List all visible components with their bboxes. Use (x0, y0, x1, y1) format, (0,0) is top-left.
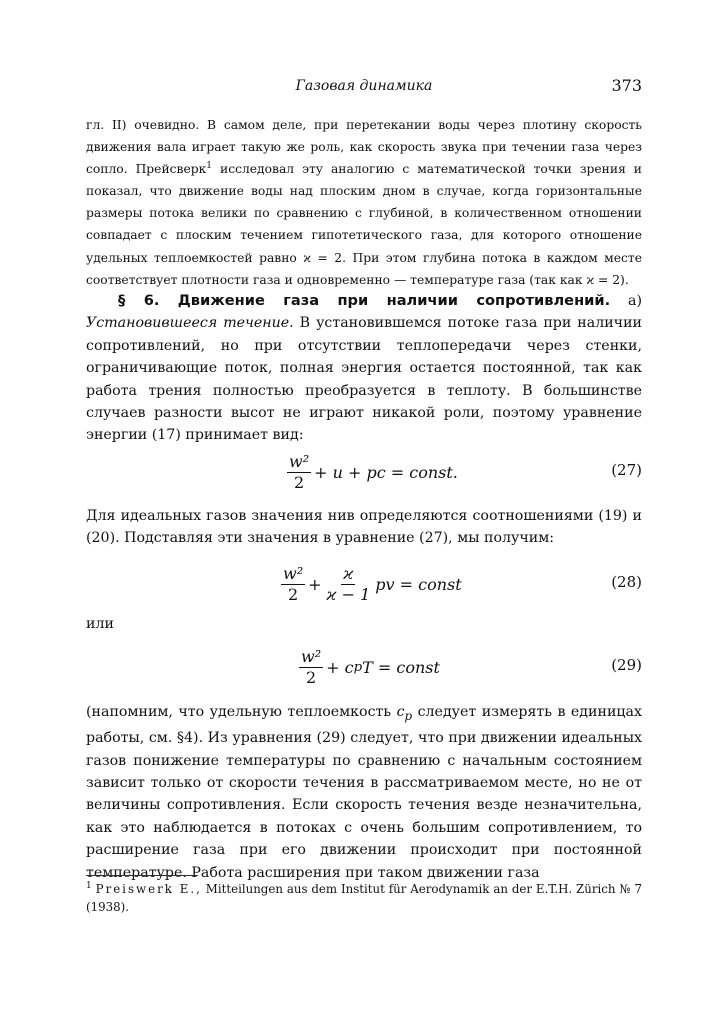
equation-27 (86, 448, 642, 496)
paragraph (86, 701, 642, 884)
equation-body (296, 643, 440, 691)
paragraph (86, 505, 642, 550)
section-heading: § 6. Движение газа при наличии сопротивлений. (118, 292, 611, 309)
equation-rest: + u + pc = const. (314, 462, 458, 482)
footnote-author: Preiswerk E., (95, 882, 202, 896)
variable: c (396, 704, 405, 720)
paragraph-text: Для идеальных газов значения нив определяются соотношениями (19) и (20). Подставляя эти значения в уравнение (27), мы получим: (86, 508, 642, 547)
running-title: Газовая динамика (295, 78, 433, 94)
footnote-mark: 1 (86, 881, 92, 892)
numerator: ϰ (343, 563, 354, 583)
denominator: 2 (293, 472, 305, 492)
equation-rest: T = const (362, 657, 440, 677)
footnote-reference: 1 (206, 161, 213, 172)
numerator: w² (301, 646, 322, 666)
equation-rest: pv = const (375, 574, 462, 594)
subsection-title: Установившееся течение. (86, 315, 294, 332)
denominator: 2 (305, 667, 317, 687)
paragraph-text: гл. II) очевидно. В самом деле, при перетекании воды через плотину скорость движения вала играет такую же роль, как скорость звука при течении газа через сопло. Прейсверк (86, 118, 642, 177)
fraction (281, 565, 305, 604)
equation-body (278, 560, 462, 608)
numerator: w² (289, 451, 310, 471)
paragraph-text: следует измерять в единицах работы, см. §4). Из уравнения (29) следует, что при движении идеальных газов понижение температуры по сравнению с начальным состоянием зависит только от скорости течения в рассматриваемом месте, но не от величины сопротивления. Если скорость течения везде незначительна, как это наблюдается в потоках с очень большим сопротивлением, то расширение газа при его движении происходит при постоянной температуре. Работа расширения при таком движении газа (86, 704, 642, 881)
equation-rest: + c (326, 657, 354, 677)
plus-sign: + (308, 574, 322, 594)
fraction (299, 648, 323, 687)
subscript: p (404, 708, 413, 723)
section-6-paragraph (86, 290, 642, 447)
denominator: 2 (287, 584, 299, 604)
footnote (86, 880, 642, 916)
paragraph-continuation (86, 114, 642, 291)
equation-28 (86, 560, 642, 608)
equation-29 (86, 643, 642, 691)
page-number: 373 (611, 76, 642, 95)
denominator: ϰ − 1 (326, 584, 371, 604)
equation-number: (28) (611, 573, 642, 591)
paragraph-text: В установившемся потоке газа при наличии сопротивлений, но при отсутствии теплопередачи через стенки, ограничивающие поток, полная энергия остается постоянной, так как работа трения полностью преобразуется в теплоту. В большинстве случаев разности высот не играют никакой роли, поэтому уравнение энергии (17) принимает вид: (86, 315, 642, 444)
equation-number: (29) (611, 656, 642, 674)
subscript: p (353, 659, 363, 675)
fraction (287, 453, 311, 492)
fraction (325, 565, 373, 604)
connector-word: или (86, 616, 114, 632)
numerator: w² (283, 563, 304, 583)
footnote-text: Mitteilungen aus dem Institut für Aerodynamik an der E.T.H. Zürich № 7 (1938). (86, 882, 643, 914)
equation-number: (27) (611, 461, 642, 479)
paragraph-text: (напомним, что удельную теплоемкость (86, 704, 397, 720)
page-header (86, 76, 642, 98)
footnote-divider (86, 875, 198, 876)
subsection-label: а) (627, 293, 642, 309)
equation-body (284, 448, 458, 496)
paragraph-text: исследовал эту аналогию с математической точки зрения и показал, что движение воды над плоским дном в случае, когда горизонтальные размеры потока велики по сравнению с глубиной, в количественном отношении совпадает с плоским течением гипотетического газа, для которого отношение удельных теплоемкостей равно ϰ = 2. При этом глубина потока в каждом месте соответствует плотности газа и одновременно — температуре газа (так как ϰ = 2). (86, 162, 642, 287)
